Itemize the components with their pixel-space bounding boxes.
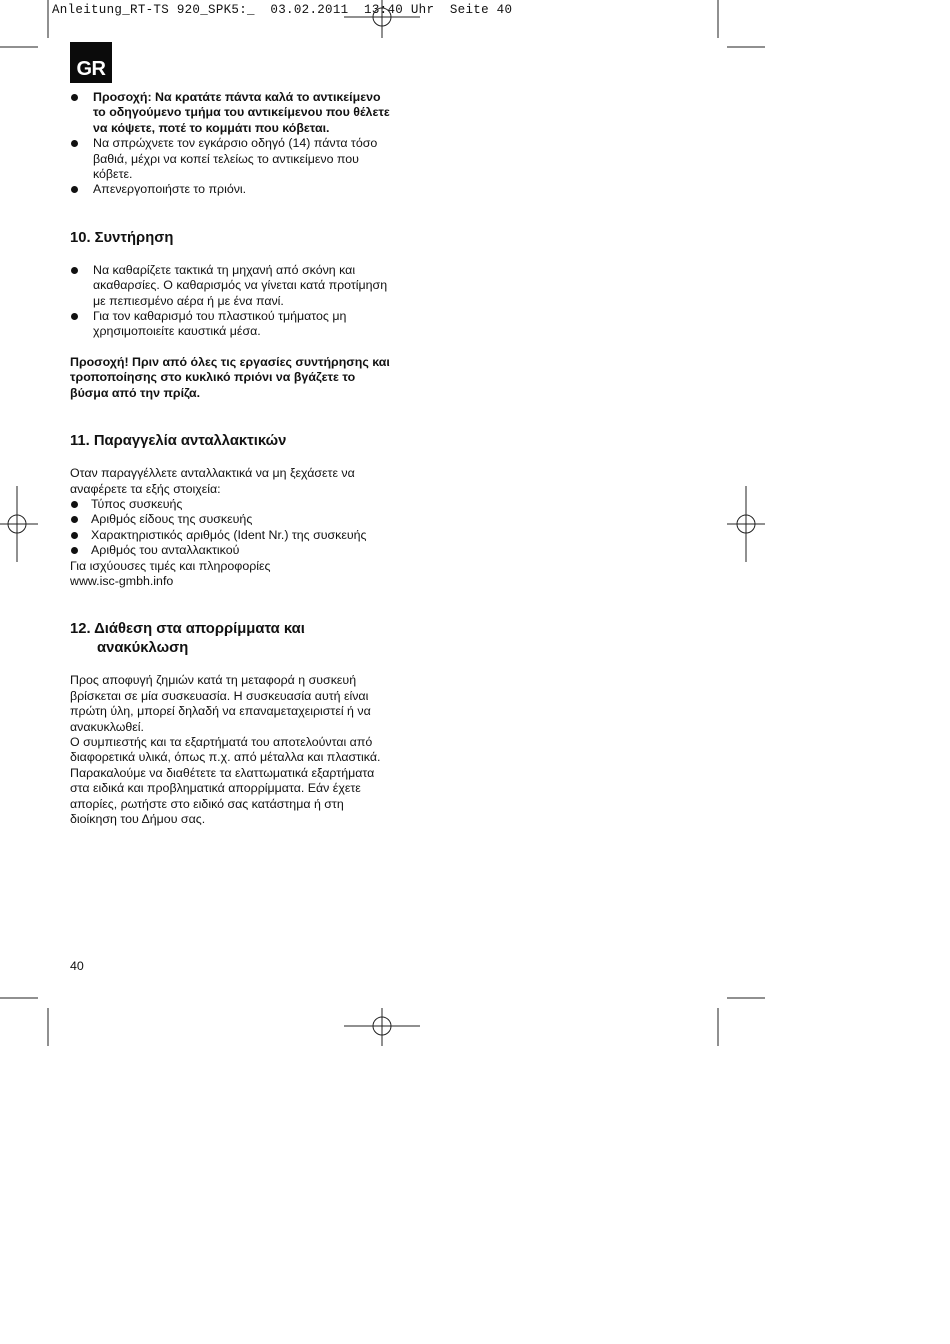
print-slug-line: Anleitung_RT-TS 920_SPK5:_ 03.02.2011 13:40 Uhr Seite 40 <box>52 3 513 17</box>
intro-bullet-list <box>70 90 390 198</box>
list-item: Χαρακτηριστικός αριθμός (Ident Nr.) της συσκευής <box>70 528 390 543</box>
list-item: Για τον καθαρισμό του πλαστικού τμήματος μη χρησιμοποιείτε καυστικά μέσα. <box>70 309 390 340</box>
disposal-paragraph-2: Ο συμπιεστής και τα εξαρτήματά του αποτελούνται από διαφορετικά υλικά, όπως π.χ. από μέταλλα και πλαστικά. Παρακαλούμε να διαθέτετε τα ελαττωματικά εξαρτήματα στα ειδικά και προβληματικά απορρίμματα. Εάν έχετε απορίες, ρωτήστε στο ειδικό σας κατάστημα ή στη διοίκηση του Δήμου σας. <box>70 734 381 826</box>
list-item: Να καθαρίζετε τακτικά τη μηχανή από σκόνη και ακαθαρσίες. Ο καθαρισμός να γίνεται κατά προτίμηση με πεπιεσμένο αέρα ή με ένα πανί. <box>70 263 390 309</box>
list-item: Αριθμός είδους της συσκευής <box>70 512 390 527</box>
section-heading-disposal <box>70 620 390 658</box>
spare-parts-website: www.isc-gmbh.info <box>70 573 174 588</box>
spare-parts-info-line: Για ισχύουσες τιμές και πληροφορίες <box>70 558 271 573</box>
disposal-heading-line1: 12. Διάθεση στα απορρίμματα και <box>70 621 305 638</box>
list-item: Τύπος συσκευής <box>70 497 390 512</box>
list-item: Απενεργοποιήστε το πριόνι. <box>70 182 390 197</box>
list-item: Να σπρώχνετε τον εγκάρσιο οδηγό (14) πάντα τόσο βαθιά, μέχρι να κοπεί τελείως το αντικείμενο που κόβετε. <box>70 136 390 182</box>
page-content <box>70 90 390 827</box>
spare-parts-bullet-list <box>70 497 390 559</box>
language-badge: GR <box>70 42 112 83</box>
disposal-paragraph-1: Προς αποφυγή ζημιών κατά τη μεταφορά η συσκευή βρίσκεται σε μία συσκευασία. Η συσκευασία αυτή είναι πρώτη ύλη, μπορεί δηλαδή να επαναμεταχειριστεί ή να ανακυκλωθεί. <box>70 673 371 734</box>
spare-parts-intro: Οταν παραγγέλλετε ανταλλακτικά να μη ξεχάσετε να αναφέρετε τα εξής στοιχεία: <box>70 466 355 496</box>
disposal-heading-line2: ανακύκλωση <box>97 640 189 657</box>
list-item: Αριθμός του ανταλλακτικού <box>70 543 390 558</box>
page-number: 40 <box>70 959 84 973</box>
maintenance-bullet-list <box>70 263 390 340</box>
section-heading-spare-parts: 11. Παραγγελία ανταλλακτικών <box>70 433 287 450</box>
list-item: Προσοχή: Να κρατάτε πάντα καλά το αντικείμενο το οδηγούμενο τμήμα του αντικείμενου που θέλετε να κόψετε, ποτέ το κομμάτι που κόβεται. <box>70 90 390 136</box>
section-heading-maintenance: 10. Συντήρηση <box>70 229 174 246</box>
maintenance-warning: Προσοχή! Πριν από όλες τις εργασίες συντήρησης και τροποποίησης στο κυκλικό πριόνι να βγάζετε το βύσμα από την πρίζα. <box>70 354 390 400</box>
